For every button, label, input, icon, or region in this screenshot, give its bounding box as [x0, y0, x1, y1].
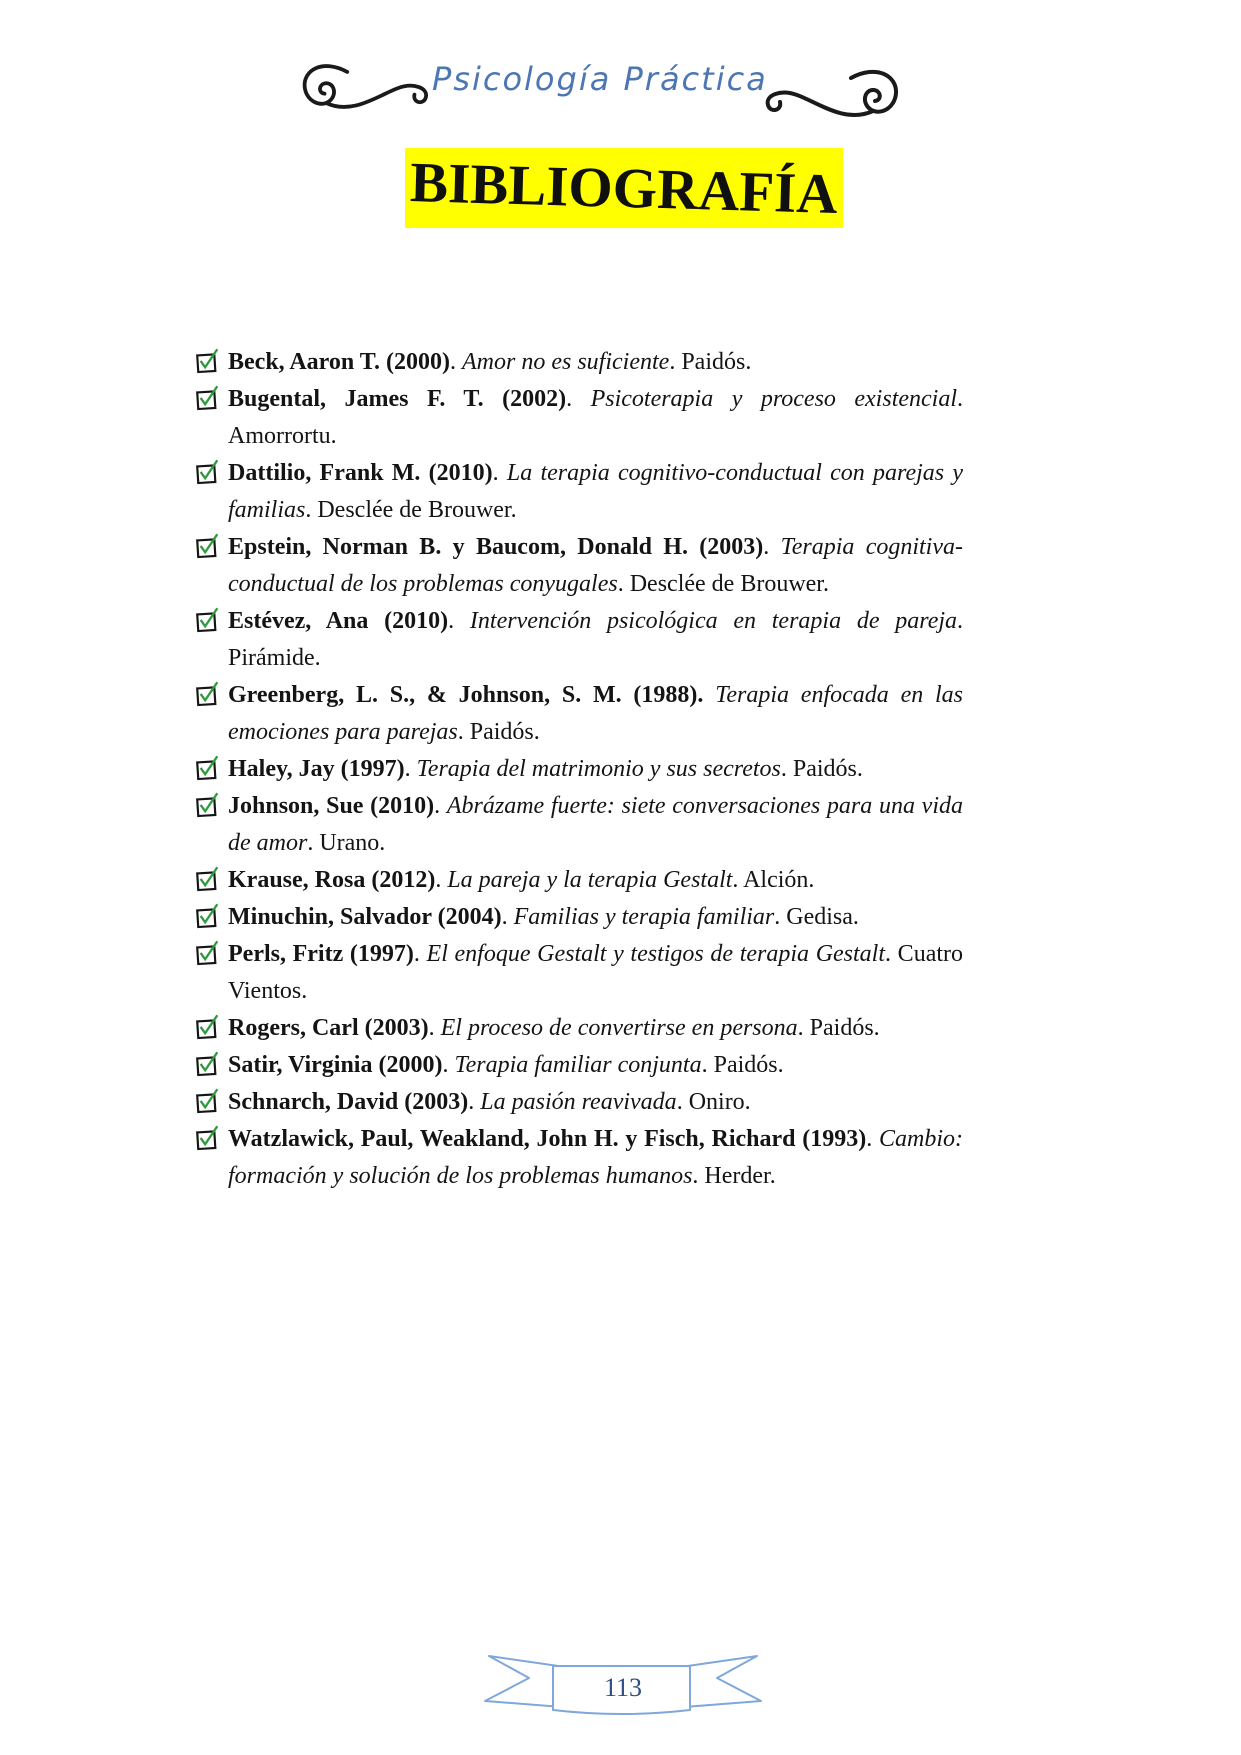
checked-checkbox-icon	[193, 865, 220, 892]
entry-text-segment: Rogers, Carl (2003)	[228, 1015, 429, 1041]
checked-checkbox-icon	[193, 606, 220, 633]
entry-text-segment: . Desclée de Brouwer.	[617, 571, 829, 597]
entry-text-segment: .	[413, 941, 427, 967]
entry-text-segment: . Paidós.	[669, 349, 752, 375]
bibliography-entry	[193, 751, 963, 788]
entry-text-segment: Intervención psicológica en terapia de pareja	[469, 608, 958, 634]
checked-checkbox-icon	[193, 902, 220, 929]
bibliography-entry	[193, 862, 963, 899]
bibliography-entry	[193, 381, 963, 455]
checked-checkbox-icon	[193, 458, 220, 485]
banner-ribbon-icon	[483, 1652, 763, 1718]
checked-checkbox-icon	[193, 347, 220, 374]
entry-text-segment: Perls, Fritz (1997)	[228, 941, 414, 967]
entry-text-segment: . Paidós.	[780, 756, 863, 782]
entry-text-segment: La pasión reavivada	[480, 1089, 677, 1115]
section-title: BIBLIOGRAFÍA	[409, 150, 839, 226]
section-title-highlight	[405, 148, 843, 228]
entry-text-segment: Abrázame fuerte: siete conversaciones para una vida de amor	[228, 793, 964, 856]
swirl-ornament-icon	[298, 58, 440, 118]
bibliography-entry	[193, 1047, 963, 1084]
entry-text-segment	[703, 682, 715, 708]
entry-text-segment: Haley, Jay (1997)	[228, 756, 405, 782]
bibliography-entry	[193, 899, 963, 936]
entry-text-segment: .	[763, 534, 781, 560]
entry-text-segment: .	[448, 608, 470, 634]
entry-text-segment: Watzlawick, Paul, Weakland, John H. y Fisch, Richard (1993)	[228, 1126, 867, 1152]
entry-text-segment: . Amorrortu.	[228, 386, 963, 449]
entry-text-segment: .	[428, 1015, 441, 1041]
entry-text-segment: .	[566, 386, 591, 412]
bibliography-entry	[193, 1084, 963, 1121]
entry-text-segment: . Urano.	[307, 830, 386, 856]
entry-text-segment: .	[404, 756, 417, 782]
entry-text-segment: . Alción.	[732, 867, 815, 893]
entry-text-segment: . Desclée de Brouwer.	[305, 497, 517, 523]
entry-text-segment: Terapia del matrimonio y sus secretos	[416, 756, 781, 782]
entry-text-segment: Terapia cognitiva-conductual de los problemas conyugales	[228, 534, 963, 597]
page-number: 113	[603, 1673, 643, 1702]
entry-text-segment: Epstein, Norman B. y Baucom, Donald H. (2003)	[228, 534, 764, 560]
entry-text-segment: . Cuatro Vientos.	[228, 941, 964, 1004]
bibliography-entry	[193, 603, 963, 677]
entry-text-segment: Schnarch, David (2003)	[228, 1089, 469, 1115]
checked-checkbox-icon	[193, 1087, 220, 1114]
entry-text-segment: .	[866, 1126, 879, 1152]
entry-text-segment: El enfoque Gestalt y testigos de terapia Gestalt	[426, 941, 886, 967]
entry-text-segment: Amor no es suficiente	[462, 349, 670, 375]
page-footer	[483, 1652, 763, 1718]
entry-text-segment: .	[442, 1052, 455, 1078]
entry-text-segment: .	[501, 904, 514, 930]
entry-text-segment: Familias y terapia familiar	[513, 904, 775, 930]
bibliography-entry	[193, 344, 963, 381]
bibliography-entry	[193, 936, 963, 1010]
checked-checkbox-icon	[193, 939, 220, 966]
entry-text-segment: . Herder.	[692, 1163, 776, 1189]
entry-text-segment: . Paidós.	[701, 1052, 784, 1078]
bibliography-list	[193, 344, 963, 1195]
bibliography-entry	[193, 455, 963, 529]
swirl-ornament-icon	[752, 64, 904, 126]
entry-text-segment: Terapia familiar conjunta	[454, 1052, 702, 1078]
checked-checkbox-icon	[193, 532, 220, 559]
checked-checkbox-icon	[193, 1124, 220, 1151]
entry-text-segment: .	[435, 867, 448, 893]
entry-text-segment: La pareja y la terapia Gestalt	[447, 867, 733, 893]
brand-title: Psicología Práctica	[432, 60, 768, 98]
entry-text-segment: . Paidós.	[457, 719, 540, 745]
checked-checkbox-icon	[193, 754, 220, 781]
entry-text-segment: Beck, Aaron T. (2000)	[228, 349, 451, 375]
entry-text-segment: Dattilio, Frank M. (2010)	[228, 460, 493, 486]
entry-text-segment: La terapia cognitivo-conductual con parejas y familias	[228, 460, 964, 523]
entry-text-segment: Terapia enfocada en las emociones para parejas	[228, 682, 964, 745]
checked-checkbox-icon	[193, 384, 220, 411]
entry-text-segment: .	[492, 460, 507, 486]
checked-checkbox-icon	[193, 1050, 220, 1077]
entry-text-segment: .	[468, 1089, 481, 1115]
checked-checkbox-icon	[193, 1013, 220, 1040]
entry-text-segment: .	[450, 349, 463, 375]
entry-text-segment: Psicoterapia y proceso existencial	[590, 386, 957, 412]
entry-text-segment: Johnson, Sue (2010)	[228, 793, 435, 819]
entry-text-segment: . Paidós.	[797, 1015, 880, 1041]
entry-text-segment: Bugental, James F. T. (2002)	[228, 386, 567, 412]
bibliography-entry	[193, 788, 963, 862]
entry-text-segment: Greenberg, L. S., & Johnson, S. M. (1988).	[228, 682, 704, 708]
bibliography-entry	[193, 529, 963, 603]
bibliography-entry	[193, 1010, 963, 1047]
entry-text-segment: Krause, Rosa (2012)	[228, 867, 436, 893]
entry-text-segment: .	[434, 793, 447, 819]
entry-text-segment: . Pirámide.	[228, 608, 964, 671]
entry-text-segment: Satir, Virginia (2000)	[228, 1052, 443, 1078]
entry-text-segment: . Oniro.	[676, 1089, 751, 1115]
bibliography-entry	[193, 677, 963, 751]
entry-text-segment: Minuchin, Salvador (2004)	[228, 904, 502, 930]
entry-text-segment: El proceso de convertirse en persona	[440, 1015, 798, 1041]
bibliography-entry	[193, 1121, 963, 1195]
entry-text-segment: Estévez, Ana (2010)	[228, 608, 449, 634]
checked-checkbox-icon	[193, 680, 220, 707]
entry-text-segment: . Gedisa.	[774, 904, 859, 930]
entry-text-segment: Cambio: formación y solución de los problemas humanos	[228, 1126, 963, 1189]
checked-checkbox-icon	[193, 791, 220, 818]
